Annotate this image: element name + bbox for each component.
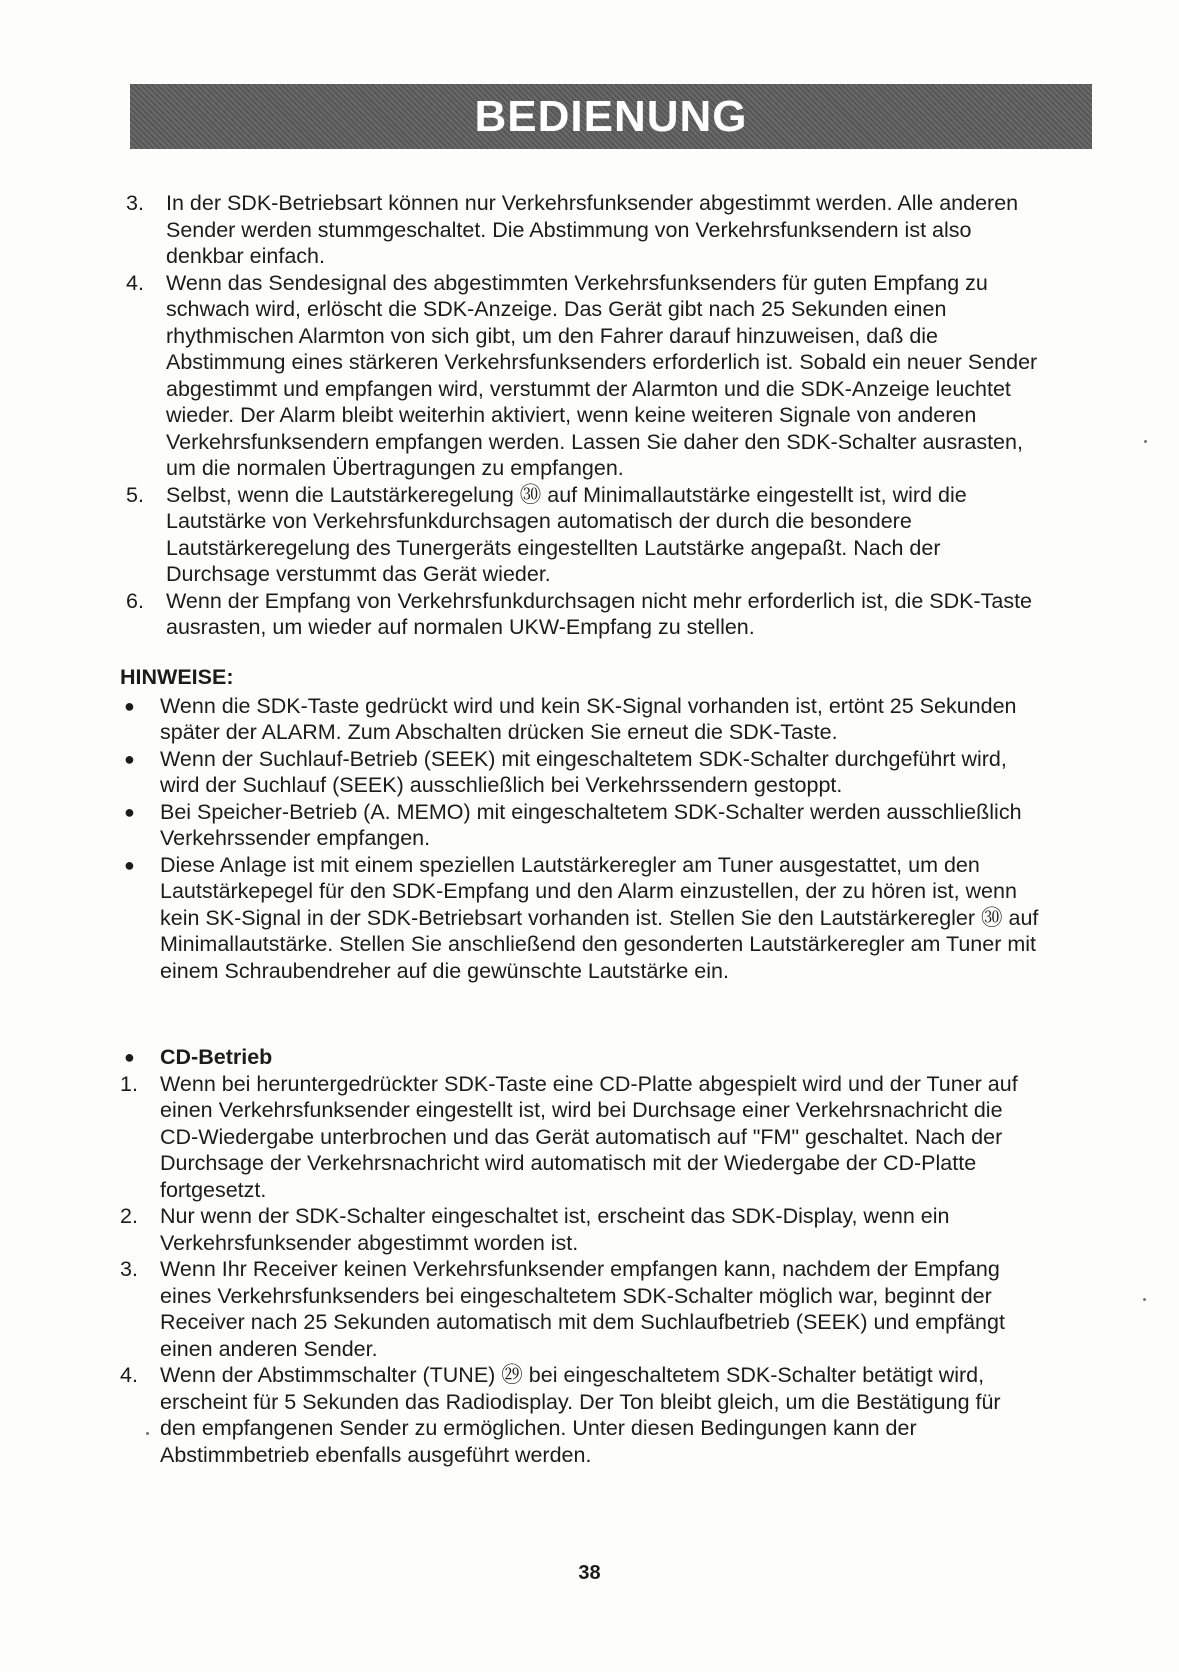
- bullet-icon: ●: [124, 854, 135, 875]
- page-number: 38: [578, 1562, 601, 1584]
- numbered-list-sdk: [126, 190, 1041, 641]
- list-item: [126, 190, 1041, 270]
- cd-section: [120, 1044, 1041, 1468]
- list-number: 4.: [126, 270, 144, 295]
- list-text: Selbst, wenn die Lautstärkeregelung ㉚ auf Minimallautstärke eingestellt ist, wird die Lautstärke von Verkehrsfunkdurchsagen automatisch der durch die besondere Lautstärkeregelung des Tunergeräts eingestellten Lautstärke angepaßt. Nach der Durchsage verstummt das Gerät wieder.: [166, 482, 967, 586]
- scan-speck: [1144, 440, 1147, 443]
- list-item: [120, 1203, 1041, 1256]
- bullet-text: Diese Anlage ist mit einem speziellen Lautstärkeregler am Tuner ausgestattet, um den Lautstärkepegel für den SDK-Empfang und den Alarm einzustellen, der zu hören ist, wenn kein SK-Signal in der SDK-Betriebsart vorhanden ist. Stellen Sie den Lautstärkeregler ㉚ auf Minimallautstärke. Stellen Sie anschließend den gesonderten Lautstärkeregler am Tuner mit einem Schraubendreher auf die gewünschte Lautstärke ein.: [160, 852, 1039, 983]
- list-number: 2.: [120, 1204, 138, 1228]
- bullet-text: Wenn die SDK-Taste gedrückt wird und kein SK-Signal vorhanden ist, ertönt 25 Sekunden später der ALARM. Zum Abschalten drücken Sie erneut die SDK-Taste.: [160, 693, 1017, 744]
- section-banner: [130, 84, 1092, 149]
- list-item: [126, 270, 1041, 482]
- bullet-item: [120, 852, 1041, 985]
- list-item: [120, 1071, 1041, 1204]
- list-number: 3.: [120, 1257, 138, 1281]
- list-text: Nur wenn der SDK-Schalter eingeschaltet ist, erscheint das SDK-Display, wenn ein Verkehrsfunksender abgestimmt worden ist.: [160, 1204, 950, 1255]
- hinweise-heading: HINWEISE:: [120, 665, 234, 689]
- list-text: Wenn bei heruntergedrückter SDK-Taste eine CD-Platte abgespielt wird und der Tuner auf einen Verkehrsfunksender eingestellt ist, wird bei Durchsage einer Verkehrsnachricht die CD-Wiedergabe unterbrochen und das Gerät automatisch auf "FM" geschaltet. Nach der Durchsage der Verkehrsnachricht wird automatisch mit der Wiedergabe der CD-Platte fortgesetzt.: [160, 1071, 1018, 1202]
- list-number: 1.: [120, 1071, 138, 1096]
- list-text: Wenn der Abstimmschalter (TUNE) ㉙ bei eingeschaltetem SDK-Schalter betätigt wird, erscheint für 5 Sekunden das Radiodisplay. Der Ton bleibt gleich, um die Bestätigung für den empfangenen Sender zu ermöglichen. Unter diesen Bedingungen kann der Abstimmbetrieb ebenfalls ausgeführt werden.: [160, 1363, 1001, 1467]
- scan-speck: [146, 1432, 149, 1435]
- list-number: 4.: [120, 1363, 138, 1387]
- list-item: [120, 1362, 1041, 1468]
- list-text: Wenn Ihr Receiver keinen Verkehrsfunksender empfangen kann, nachdem der Empfang eines Verkehrsfunksenders bei eingeschaltetem SDK-Schalter möglich war, beginnt der Receiver nach 25 Sekunden automatisch mit dem Suchlaufbetrieb (SEEK) und empfängt einen anderen Sender.: [160, 1257, 1005, 1361]
- list-item: [126, 588, 1041, 641]
- scan-speck: [1143, 1298, 1146, 1301]
- list-item: [126, 482, 1041, 588]
- bullet-text: Bei Speicher-Betrieb (A. MEMO) mit eingeschaltetem SDK-Schalter werden ausschließlich Verkehrssender empfangen.: [160, 799, 1022, 850]
- bullet-item: [120, 799, 1041, 852]
- list-text: Wenn das Sendesignal des abgestimmten Verkehrsfunksenders für guten Empfang zu schwach wird, erlöscht die SDK-Anzeige. Das Gerät gibt nach 25 Sekunden einen rhythmischen Alarmton von sich gibt, um den Fahrer darauf hinzuweisen, daß die Abstimmung eines stärkeren Verkehrsfunksenders erforderlich ist. Sobald ein neuer Sender abgestimmt und empfangen wird, verstummt der Alarmton und die SDK-Anzeige leuchtet wieder. Der Alarm bleibt weiterhin aktiviert, wenn keine weiteren Signale von anderen Verkehrsfunksendern empfangen werden. Lassen Sie daher den SDK-Schalter ausrasten, um die normalen Übertragungen zu empfangen.: [166, 270, 1038, 480]
- list-item: [120, 1256, 1041, 1362]
- bullet-item: [120, 693, 1041, 746]
- bullet-text: Wenn der Suchlauf-Betrieb (SEEK) mit eingeschaltetem SDK-Schalter durchgeführt wird, wird der Suchlauf (SEEK) ausschließlich bei Verkehrssendern gestoppt.: [160, 746, 1007, 797]
- bullet-icon: ●: [124, 748, 135, 769]
- cd-heading: CD-Betrieb: [160, 1045, 273, 1069]
- list-number: 3.: [126, 191, 144, 215]
- bullet-icon: ●: [124, 695, 135, 716]
- list-text: Wenn der Empfang von Verkehrsfunkdurchsagen nicht mehr erforderlich ist, die SDK-Taste ausrasten, um wieder auf normalen UKW-Empfang zu stellen.: [166, 588, 1033, 639]
- bullet-icon: ●: [124, 1047, 135, 1067]
- bullet-item: [120, 746, 1041, 799]
- hinweise-section: [120, 664, 1041, 984]
- bullet-icon: ●: [124, 801, 135, 822]
- section-title: BEDIENUNG: [474, 91, 748, 141]
- list-number: 5.: [126, 482, 144, 507]
- cd-heading-row: [120, 1044, 1041, 1071]
- list-text: In der SDK-Betriebsart können nur Verkehrsfunksender abgestimmt werden. Alle anderen Sender werden stummgeschaltet. Die Abstimmung von Verkehrsfunksendern ist also denkbar einfach.: [166, 191, 1019, 268]
- list-number: 6.: [126, 588, 144, 613]
